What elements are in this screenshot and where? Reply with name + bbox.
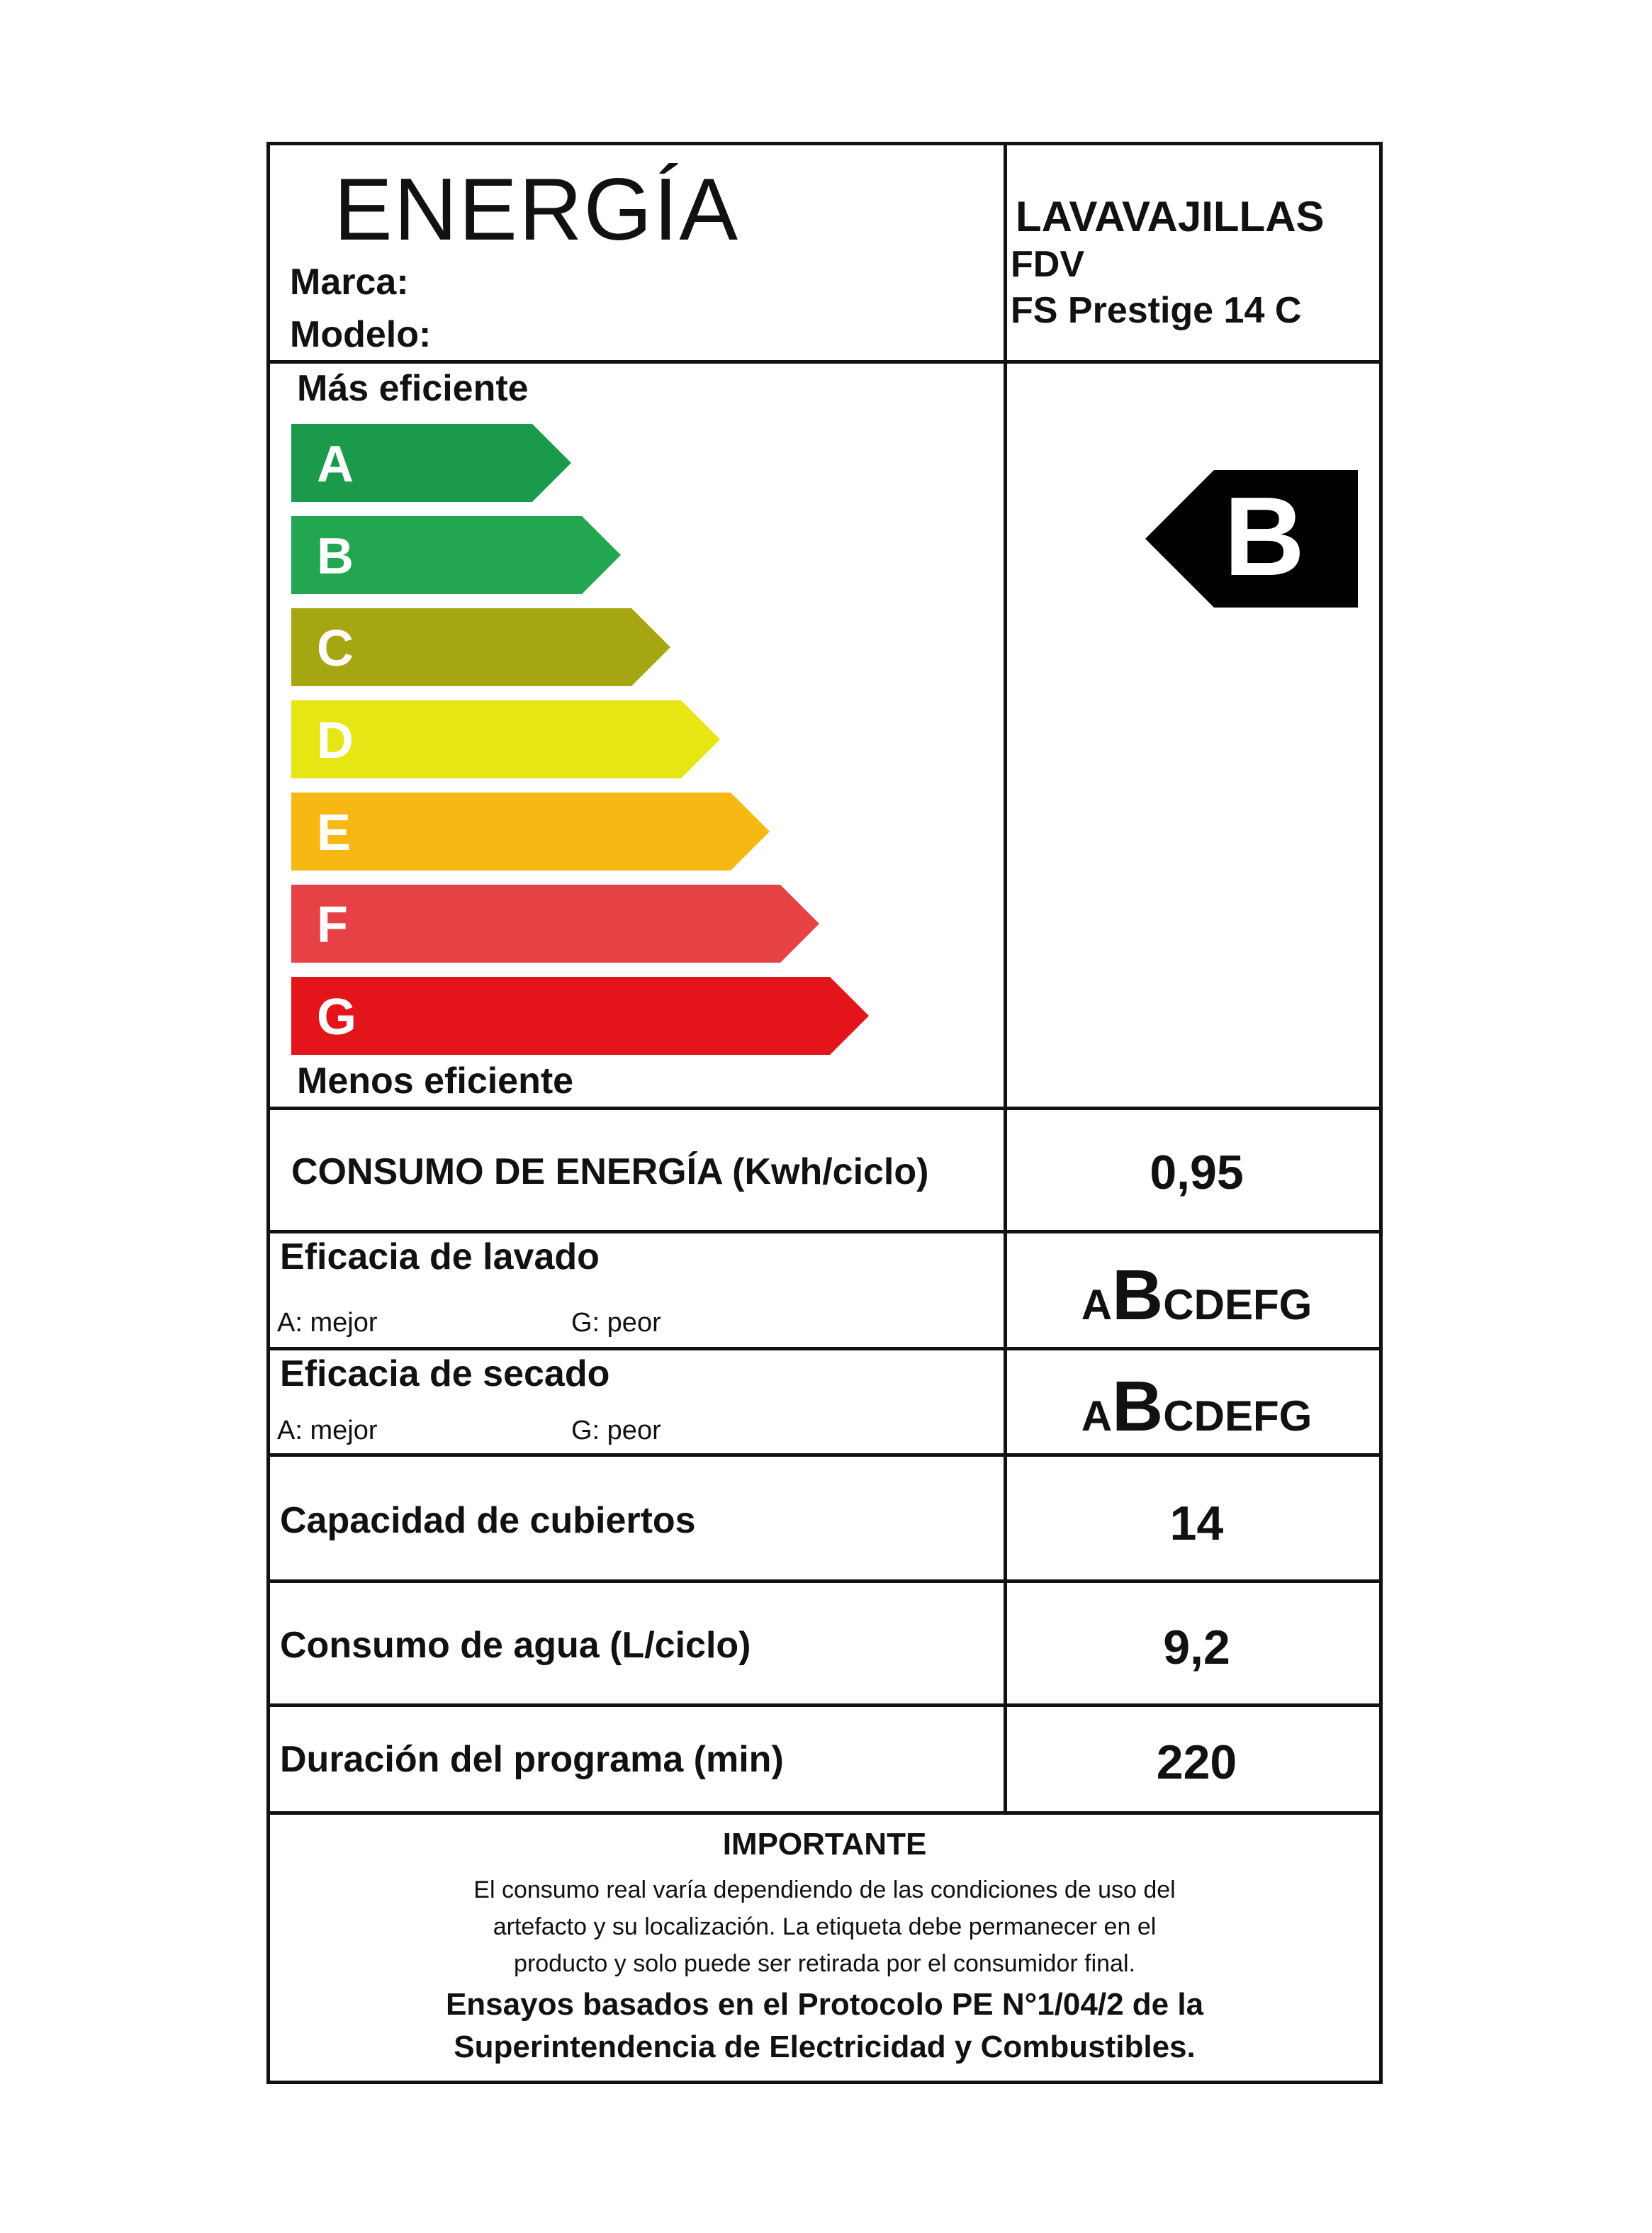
scale-letter-g: G bbox=[1279, 1281, 1313, 1328]
scale-letter-c: C bbox=[1163, 1281, 1194, 1328]
scale-letter-d: D bbox=[1193, 1281, 1225, 1328]
washing-efficiency-label: Eficacia de lavado bbox=[280, 1236, 600, 1277]
efficiency-bar-letter: D bbox=[317, 712, 354, 769]
brand-label: Marca: bbox=[290, 262, 409, 303]
washing-worst-label: G: peor bbox=[571, 1308, 661, 1338]
efficiency-bar-c bbox=[291, 608, 670, 686]
divider-washing bbox=[270, 1347, 1379, 1350]
divider-water bbox=[270, 1703, 1379, 1707]
scale-letter-f: F bbox=[1252, 1281, 1279, 1328]
scale-letter-d: D bbox=[1193, 1392, 1225, 1440]
energy-consumption-value: 0,95 bbox=[1150, 1146, 1244, 1199]
divider-energy bbox=[270, 1230, 1379, 1233]
efficiency-bar-a bbox=[291, 424, 571, 502]
brand-value: FDV bbox=[1011, 244, 1084, 285]
efficiency-bar-shape bbox=[291, 885, 819, 963]
divider-duration bbox=[270, 1811, 1379, 1815]
drying-best-label: A: mejor bbox=[277, 1416, 378, 1445]
divider-header bbox=[270, 360, 1379, 364]
efficiency-bar-letter: B bbox=[317, 528, 354, 585]
efficiency-bar-e bbox=[291, 793, 770, 871]
drying-efficiency-scale bbox=[1007, 1366, 1386, 1448]
least-efficient-label: Menos eficiente bbox=[297, 1060, 574, 1102]
rating-marker bbox=[1145, 470, 1358, 608]
efficiency-bar-shape bbox=[291, 977, 869, 1055]
scale-letter-g: G bbox=[1279, 1392, 1313, 1440]
scale-letter-f: F bbox=[1252, 1392, 1279, 1440]
capacity-value: 14 bbox=[1169, 1496, 1224, 1550]
water-consumption-label: Consumo de agua (L/ciclo) bbox=[280, 1625, 751, 1666]
energy-consumption-label: CONSUMO DE ENERGÍA (Kwh/ciclo) bbox=[291, 1151, 929, 1192]
efficiency-bar-b bbox=[291, 516, 621, 594]
efficiency-bar-letter: A bbox=[317, 436, 354, 493]
drying-worst-label: G: peor bbox=[571, 1416, 661, 1445]
water-consumption-value: 9,2 bbox=[1163, 1621, 1230, 1674]
model-value: FS Prestige 14 C bbox=[1011, 290, 1302, 331]
scale-letter-c: C bbox=[1163, 1392, 1194, 1440]
scale-letter-e: E bbox=[1224, 1392, 1253, 1440]
model-label: Modelo: bbox=[290, 314, 432, 355]
efficiency-bar-letter: C bbox=[317, 620, 354, 677]
program-duration-value: 220 bbox=[1156, 1735, 1237, 1789]
efficiency-bar-shape bbox=[291, 793, 770, 871]
footer-protocol-line-1: Ensayos basados en el Protocolo PE N°1/04/2 de la bbox=[445, 1987, 1204, 2022]
rating-letter: B bbox=[1223, 474, 1305, 599]
washing-best-label: A: mejor bbox=[277, 1308, 378, 1338]
label-title: ENERGÍA bbox=[334, 161, 740, 259]
efficiency-bar-f bbox=[291, 885, 819, 963]
drying-efficiency-label: Eficacia de secado bbox=[280, 1353, 610, 1394]
efficiency-bar-g bbox=[291, 977, 869, 1055]
program-duration-label: Duración del programa (min) bbox=[280, 1739, 784, 1780]
scale-letter-a: A bbox=[1081, 1281, 1113, 1328]
efficiency-bar-shape bbox=[291, 700, 720, 778]
scale-letter-e: E bbox=[1224, 1281, 1253, 1328]
efficiency-bar-letter: F bbox=[317, 897, 348, 953]
important-heading: IMPORTANTE bbox=[722, 1827, 927, 1862]
appliance-type: LAVAVAJILLAS bbox=[1016, 193, 1325, 240]
scale-letter-b: B bbox=[1112, 1367, 1164, 1446]
footer-line-1: El consumo real varía dependiendo de las condiciones de uso del bbox=[473, 1876, 1176, 1903]
divider-vertical bbox=[1004, 145, 1007, 1815]
footer-line-3: producto y solo puede ser retirada por el consumidor final. bbox=[514, 1950, 1135, 1977]
scale-letter-a: A bbox=[1081, 1392, 1113, 1440]
capacity-label: Capacidad de cubiertos bbox=[280, 1500, 696, 1541]
scale-letter-b: B bbox=[1112, 1255, 1164, 1335]
footer-line-2: artefacto y su localización. La etiqueta debe permanecer en el bbox=[493, 1913, 1157, 1940]
efficiency-bar-letter: E bbox=[317, 805, 352, 861]
energy-label bbox=[266, 142, 1383, 2084]
efficiency-bar-letter: G bbox=[317, 989, 357, 1046]
washing-efficiency-scale bbox=[1007, 1255, 1386, 1336]
divider-capacity bbox=[270, 1579, 1379, 1583]
most-efficient-label: Más eficiente bbox=[297, 368, 529, 409]
efficiency-bar-d bbox=[291, 700, 720, 778]
footer-protocol-line-2: Superintendencia de Electricidad y Combustibles. bbox=[454, 2030, 1196, 2064]
divider-drying bbox=[270, 1453, 1379, 1457]
